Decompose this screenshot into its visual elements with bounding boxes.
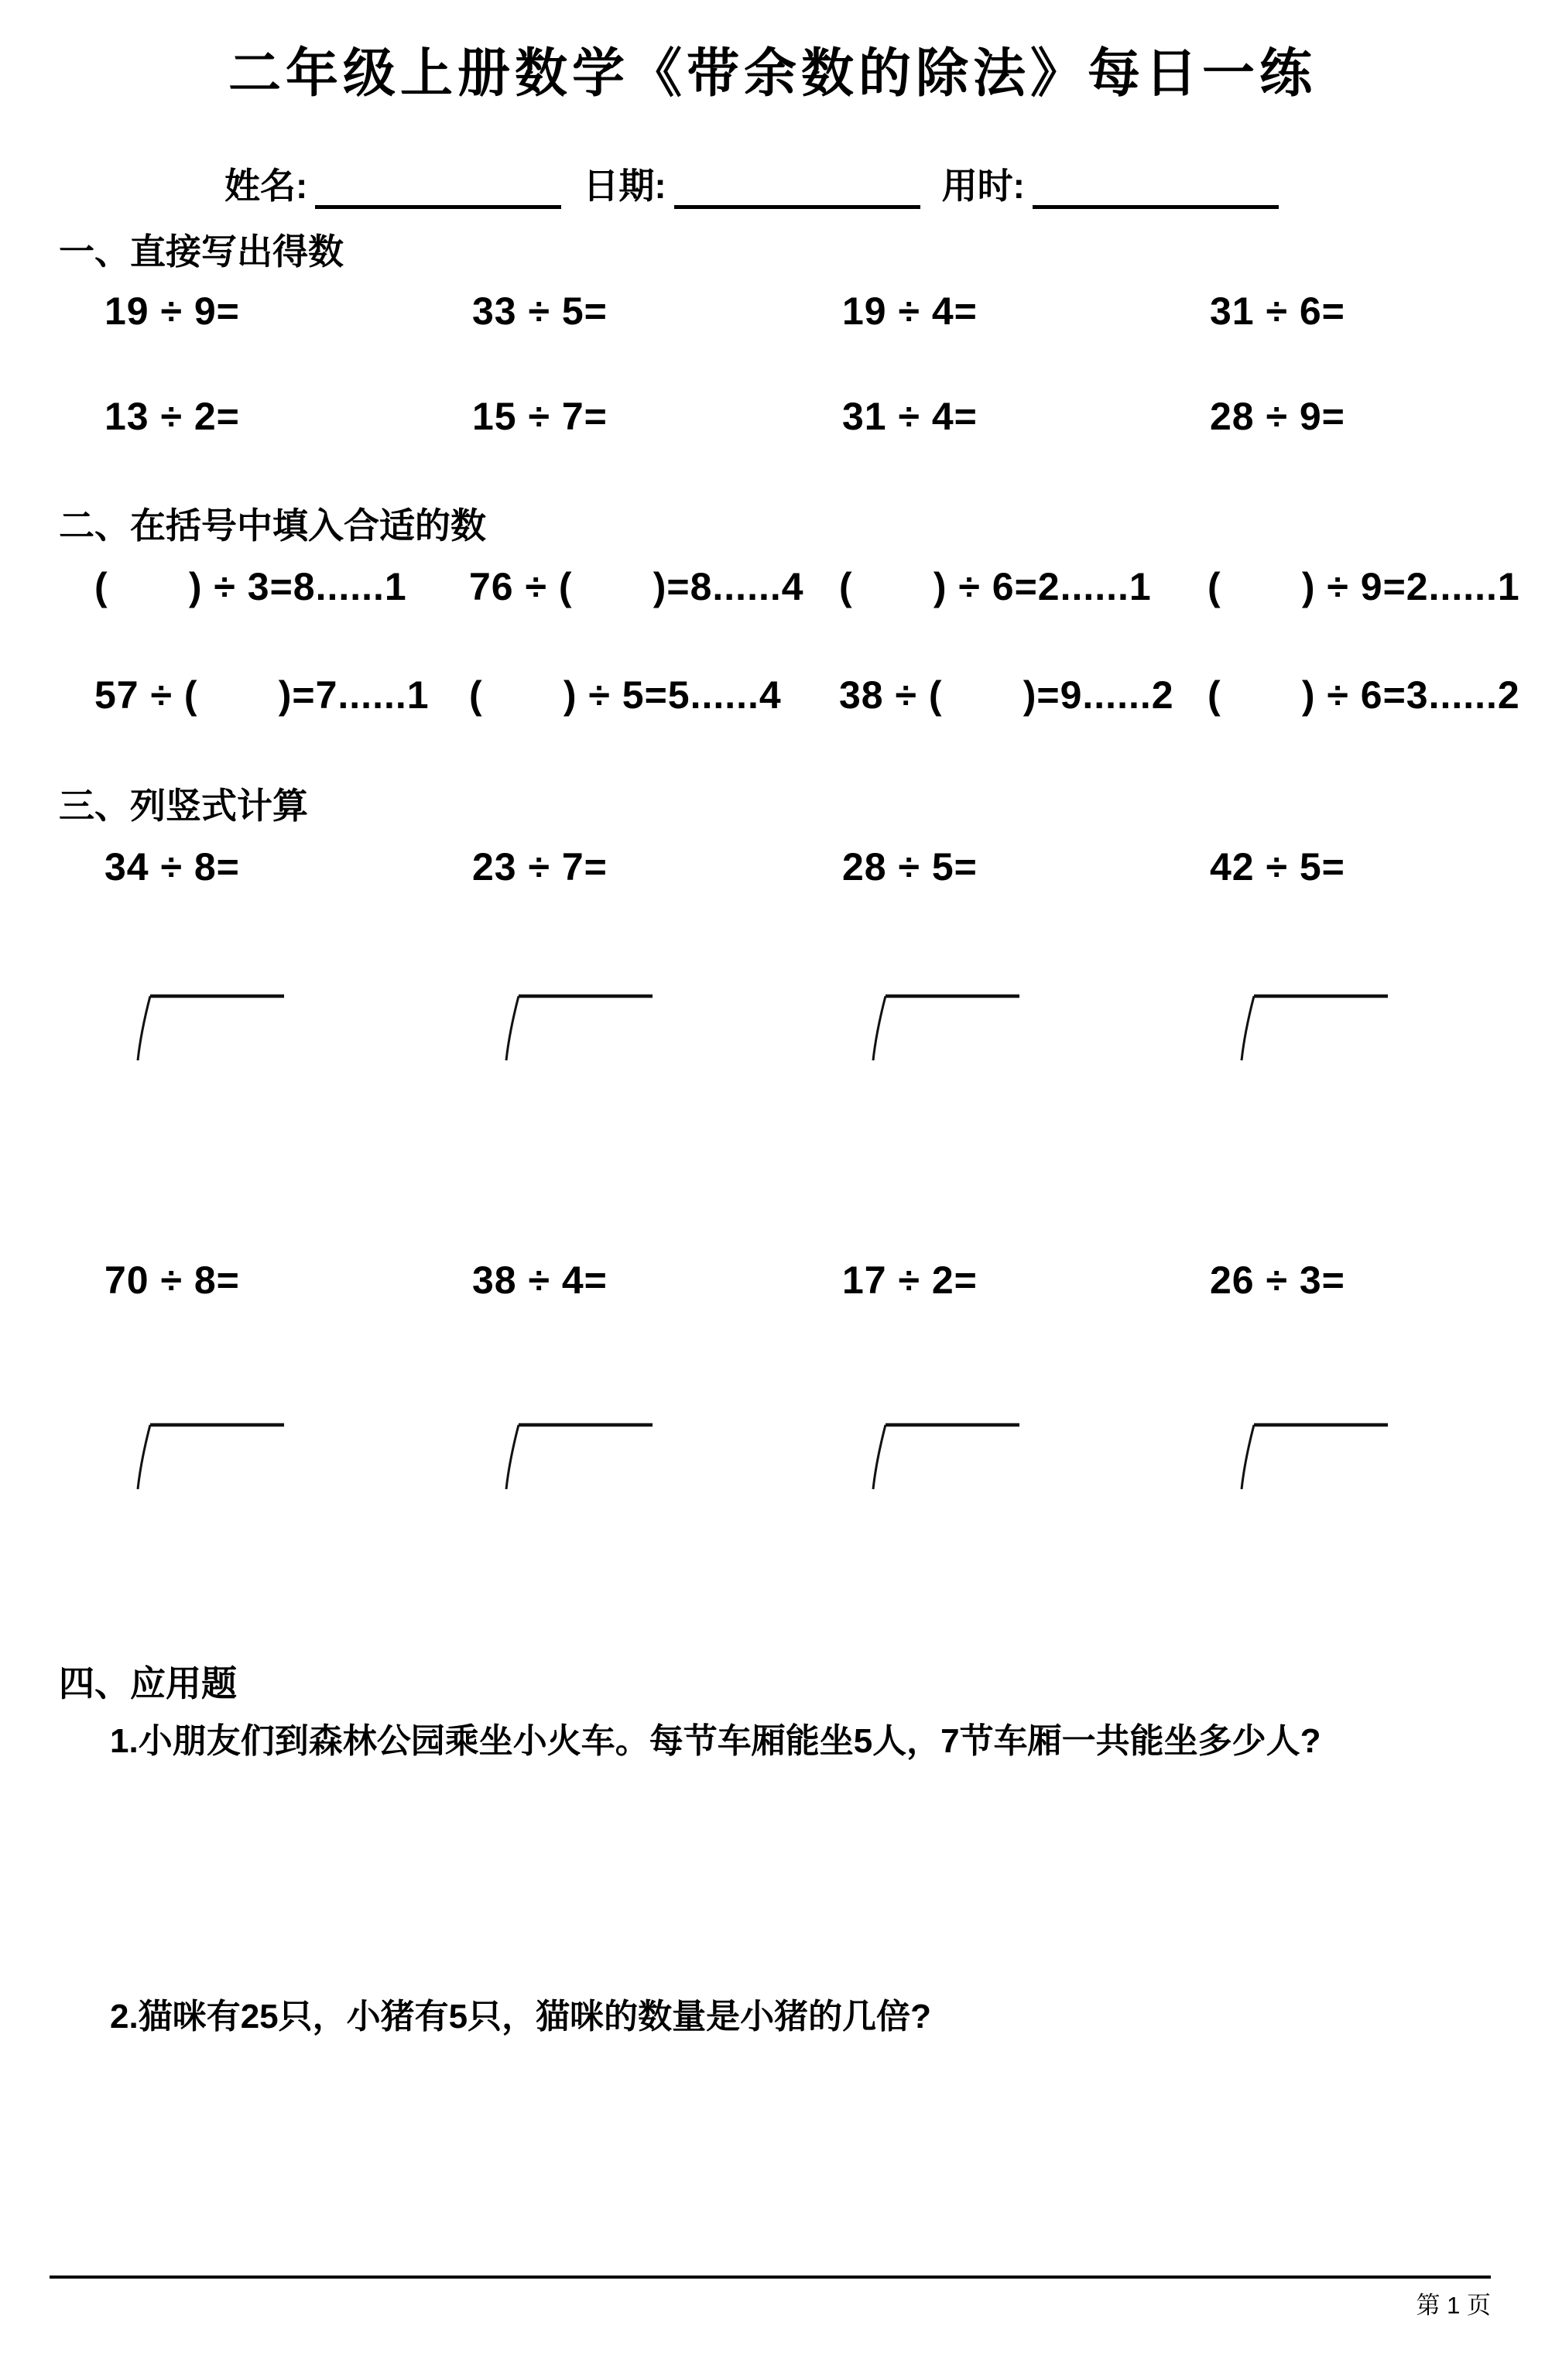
- date-blank-line: [674, 170, 920, 209]
- long-division-bracket: [867, 992, 1022, 1063]
- s2-problem: ( ) ÷ 6=2......1: [839, 565, 1152, 608]
- s1-problem: 13 ÷ 2=: [104, 395, 240, 438]
- section2-heading: 二、在括号中填入合适的数: [59, 505, 486, 546]
- long-division-bracket: [867, 1421, 1022, 1492]
- student-info-row: [224, 164, 1279, 209]
- time-blank-line: [1033, 170, 1279, 209]
- s4-word-problem-1: 1.小朋友们到森林公园乘坐小火车。每节车厢能坐5人，7节车厢一共能坐多少人?: [110, 1722, 1321, 1760]
- s1-problem: 28 ÷ 9=: [1210, 395, 1345, 438]
- long-division-bracket: [132, 1421, 286, 1492]
- s3-problem: 38 ÷ 4=: [472, 1258, 608, 1302]
- s2-problem: ( ) ÷ 5=5......4: [469, 673, 782, 717]
- long-division-bracket: [132, 992, 286, 1063]
- s3-problem: 28 ÷ 5=: [842, 845, 978, 889]
- s2-problem: ( ) ÷ 9=2......1: [1208, 565, 1520, 608]
- s3-problem: 42 ÷ 5=: [1210, 845, 1345, 889]
- section4-heading: 四、应用题: [59, 1663, 237, 1704]
- s1-problem: 19 ÷ 9=: [104, 289, 240, 333]
- long-division-bracket: [1235, 992, 1390, 1063]
- s3-problem: 70 ÷ 8=: [104, 1258, 240, 1302]
- name-blank-line: [315, 170, 561, 209]
- s2-problem: 38 ÷ ( )=9......2: [839, 673, 1174, 717]
- footer-divider: [50, 2276, 1491, 2279]
- long-division-bracket: [1235, 1421, 1390, 1492]
- long-division-bracket: [500, 992, 655, 1063]
- page-title: 二年级上册数学《带余数的除法》每日一练: [228, 44, 1317, 103]
- s1-problem: 15 ÷ 7=: [472, 395, 608, 438]
- s3-problem: 23 ÷ 7=: [472, 845, 608, 889]
- s1-problem: 19 ÷ 4=: [842, 289, 978, 333]
- page-number: 第 1 页: [1416, 2292, 1491, 2319]
- s3-problem: 34 ÷ 8=: [104, 845, 240, 889]
- section3-heading: 三、列竖式计算: [59, 786, 308, 826]
- s4-word-problem-2: 2.猫咪有25只，小猪有5只，猫咪的数量是小猪的几倍?: [110, 1998, 931, 2036]
- s1-problem: 31 ÷ 4=: [842, 395, 978, 438]
- s1-problem: 31 ÷ 6=: [1210, 289, 1345, 333]
- s2-problem: ( ) ÷ 6=3......2: [1208, 673, 1520, 717]
- s2-problem: 57 ÷ ( )=7......1: [94, 673, 430, 717]
- s3-problem: 17 ÷ 2=: [842, 1258, 978, 1302]
- section1-heading: 一、直接写出得数: [59, 231, 344, 272]
- name-label: 姓名:: [224, 166, 308, 206]
- s2-problem: 76 ÷ ( )=8......4: [469, 565, 804, 608]
- long-division-bracket: [500, 1421, 655, 1492]
- s1-problem: 33 ÷ 5=: [472, 289, 608, 333]
- s2-problem: ( ) ÷ 3=8......1: [94, 565, 407, 608]
- date-label: 日期:: [583, 166, 666, 206]
- time-label: 用时:: [941, 166, 1025, 206]
- s3-problem: 26 ÷ 3=: [1210, 1258, 1345, 1302]
